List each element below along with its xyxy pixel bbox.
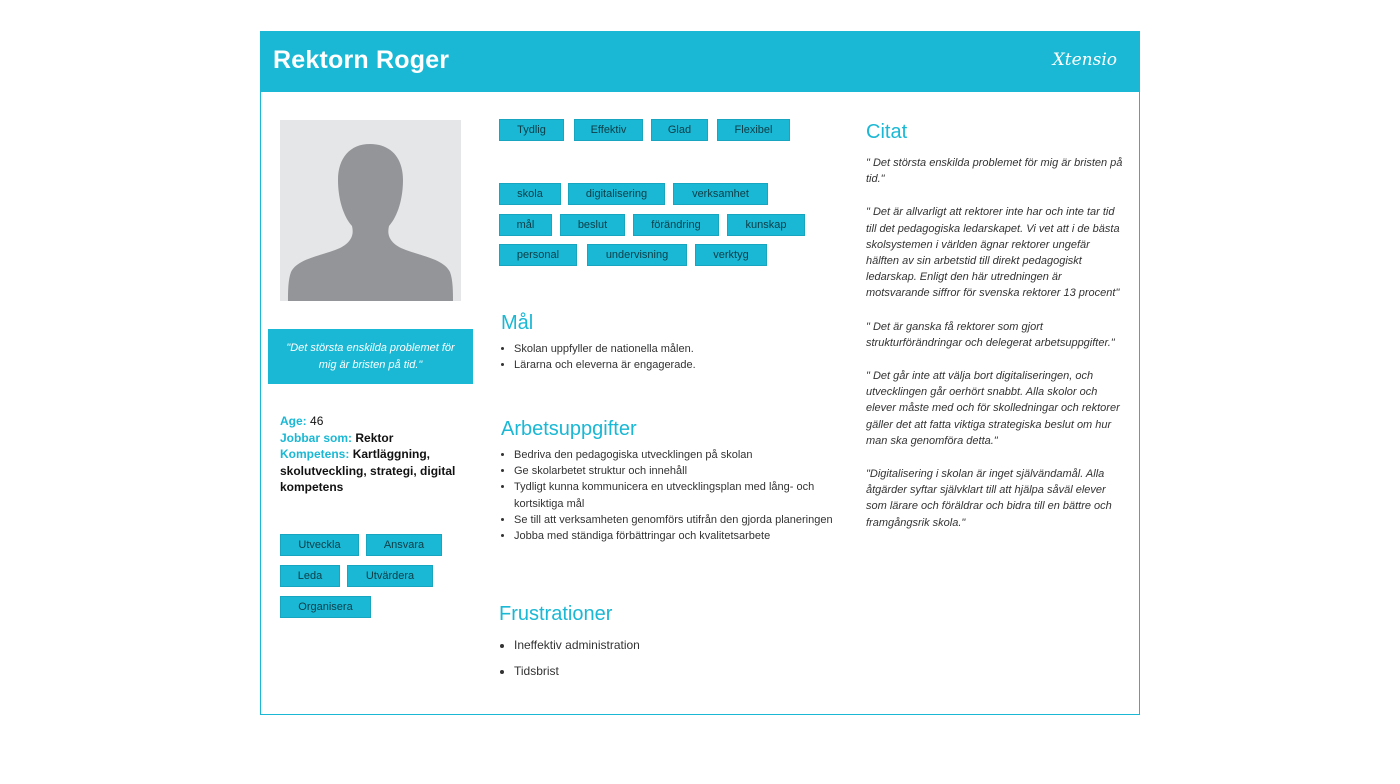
keyword-tag[interactable]: förändring xyxy=(633,214,719,236)
list-item: • Ge skolarbetet struktur och innehåll xyxy=(514,463,844,479)
list-item: • Ineffektiv administration xyxy=(514,632,834,658)
keyword-tag[interactable]: kunskap xyxy=(727,214,805,236)
tasks-list xyxy=(501,447,844,544)
quotes-list xyxy=(866,155,1124,548)
skill-tag[interactable]: Organisera xyxy=(280,596,371,618)
trait-tag[interactable]: Effektiv xyxy=(574,119,643,141)
keyword-tag[interactable]: mål xyxy=(499,214,552,236)
highlight-quote: "Det största enskilda problemet för mig är bristen på tid." xyxy=(268,329,473,384)
job-value: Rektor xyxy=(355,430,394,445)
keyword-tag[interactable]: beslut xyxy=(560,214,625,236)
quotes-title: Citat xyxy=(866,121,908,143)
list-item: • Se till att verksamheten genomförs utifrån den gjorda planeringen xyxy=(514,512,844,528)
competence-row xyxy=(280,446,470,496)
quote-item: "Digitalisering i skolan är inget självändamål. Alla åtgärder syftar självklart till att hjälpa såväl elever som lärare och föräldrar och bidra till en bättre och framgångsrik skola." xyxy=(866,468,1112,529)
job-row xyxy=(280,430,470,447)
persona-card xyxy=(260,31,1140,715)
keyword-tag[interactable]: digitalisering xyxy=(568,183,665,205)
keyword-tag[interactable]: skola xyxy=(499,183,561,205)
age-label: Age: xyxy=(280,414,307,428)
brand-logo[interactable]: Xtensio xyxy=(1052,50,1117,70)
keyword-tag[interactable]: personal xyxy=(499,244,577,266)
person-silhouette-icon xyxy=(280,120,461,301)
quote-item: " Det är ganska få rektorer som gjort strukturförändringar och delegerat arbetsuppgifter." xyxy=(866,320,1115,349)
frustrations-title: Frustrationer xyxy=(499,603,613,625)
quote-item: " Det är allvarligt att rektorer inte har och inte tar tid till det pedagogiska ledarskapet. Vi vet att i de bästa skolsystemen i världen ägnar rektorer ungefär hälften av sin arbetstid till direkt pedagogiskt ledarskap. Enligt den här utredningen är motsvarande siffror för svenska rektorer 13 procent" xyxy=(866,206,1120,300)
keyword-tag[interactable]: undervisning xyxy=(587,244,687,266)
quote-item: " Det största enskilda problemet för mig är bristen på tid." xyxy=(866,157,1123,186)
list-item: • Tydligt kunna kommunicera en utvecklingsplan med lång- och kortsiktiga mål xyxy=(514,479,844,511)
skill-tag[interactable]: Utvärdera xyxy=(347,565,433,587)
trait-tag[interactable]: Glad xyxy=(651,119,708,141)
job-label: Jobbar som: xyxy=(280,430,353,445)
persona-header xyxy=(261,32,1139,92)
list-item: • Jobba med ständiga förbättringar och kvalitetsarbete xyxy=(514,528,844,544)
competence-value: Kartläggning, skolutveckling, strategi, digital kompetens xyxy=(280,447,456,494)
list-item: • Lärarna och eleverna är engagerade. xyxy=(514,357,834,373)
goals-list xyxy=(501,341,834,373)
skill-tag[interactable]: Leda xyxy=(280,565,340,587)
skill-tag[interactable]: Utveckla xyxy=(280,534,359,556)
avatar xyxy=(280,120,461,301)
tasks-title: Arbetsuppgifter xyxy=(501,418,637,440)
list-item: • Tidsbrist xyxy=(514,658,834,684)
frustrations-list xyxy=(501,632,834,684)
trait-tag[interactable]: Flexibel xyxy=(717,119,790,141)
keyword-tag[interactable]: verksamhet xyxy=(673,183,768,205)
age-value: 46 xyxy=(310,414,324,428)
list-item: • Bedriva den pedagogiska utvecklingen på skolan xyxy=(514,447,844,463)
goals-title: Mål xyxy=(501,312,534,334)
persona-info xyxy=(280,413,470,496)
quote-item: " Det går inte att välja bort digitaliseringen, och utvecklingen går oerhört snabbt. Alla skolor och elever måste med och för skolledningar och rektorer gäller det att fatta viktiga strategiska beslut om hur man ska genomföra detta." xyxy=(866,370,1120,447)
skill-tag[interactable]: Ansvara xyxy=(366,534,442,556)
persona-name: Rektorn Roger xyxy=(273,46,450,74)
trait-tag[interactable]: Tydlig xyxy=(499,119,564,141)
keyword-tag[interactable]: verktyg xyxy=(695,244,767,266)
age-row xyxy=(280,413,470,430)
list-item: • Skolan uppfyller de nationella målen. xyxy=(514,341,834,357)
competence-label: Kompetens: xyxy=(280,447,350,461)
